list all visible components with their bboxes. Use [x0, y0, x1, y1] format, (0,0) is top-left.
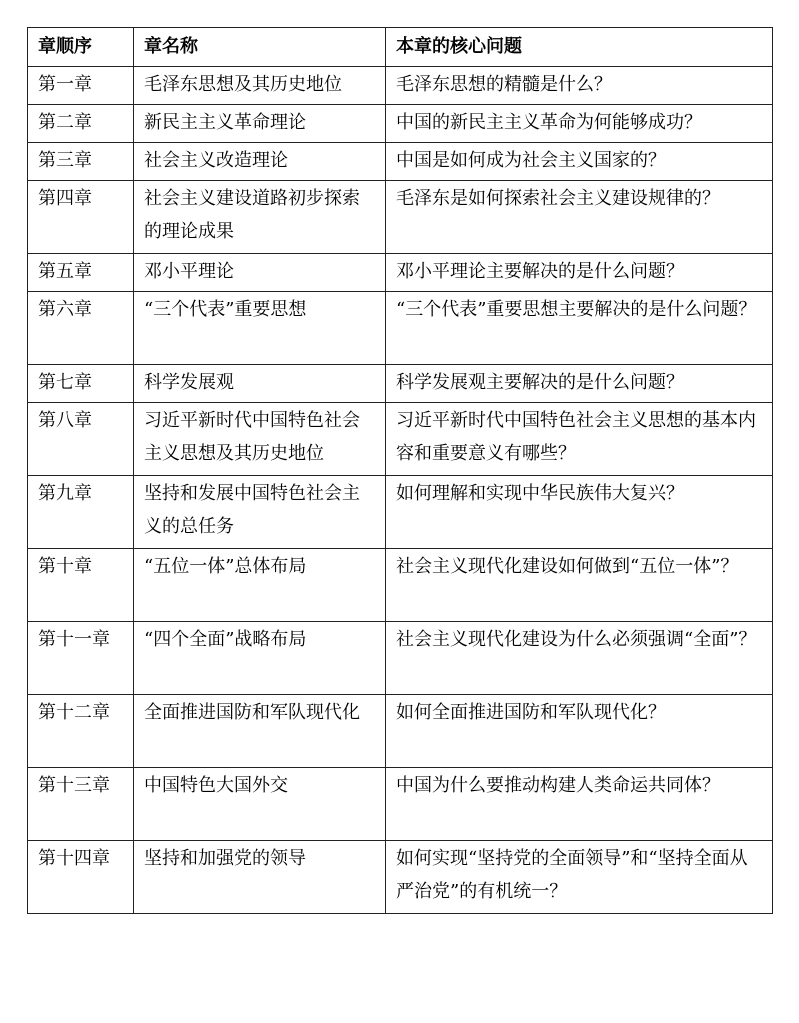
chapter-table: [27, 27, 773, 914]
chapter-name-cell: “四个全面”战略布局: [134, 622, 386, 695]
chapter-name-cell: 社会主义建设道路初步探索的理论成果: [134, 181, 386, 254]
table-row: [28, 476, 773, 549]
table-row: [28, 695, 773, 768]
chapter-order-cell: 第十二章: [28, 695, 134, 768]
core-question-cell: 社会主义现代化建设如何做到“五位一体”？: [386, 549, 773, 622]
chapter-order-cell: 第八章: [28, 403, 134, 476]
chapter-name-cell: 全面推进国防和军队现代化: [134, 695, 386, 768]
chapter-name-cell: 科学发展观: [134, 365, 386, 403]
core-question-cell: 科学发展观主要解决的是什么问题？: [386, 365, 773, 403]
chapter-order-cell: 第三章: [28, 143, 134, 181]
chapter-name-cell: “三个代表”重要思想: [134, 292, 386, 365]
chapter-name-cell: 坚持和发展中国特色社会主义的总任务: [134, 476, 386, 549]
chapter-order-cell: 第五章: [28, 254, 134, 292]
table-header-row: [28, 28, 773, 67]
chapter-name-cell: 社会主义改造理论: [134, 143, 386, 181]
table-row: [28, 841, 773, 914]
chapter-name-cell: 毛泽东思想及其历史地位: [134, 67, 386, 105]
chapter-name-cell: 邓小平理论: [134, 254, 386, 292]
core-question-cell: 如何实现“坚持党的全面领导”和“坚持全面从严治党”的有机统一？: [386, 841, 773, 914]
core-question-cell: 习近平新时代中国特色社会主义思想的基本内容和重要意义有哪些？: [386, 403, 773, 476]
chapter-name-cell: 坚持和加强党的领导: [134, 841, 386, 914]
chapter-order-cell: 第四章: [28, 181, 134, 254]
core-question-cell: 邓小平理论主要解决的是什么问题？: [386, 254, 773, 292]
core-question-cell: 如何理解和实现中华民族伟大复兴？: [386, 476, 773, 549]
chapter-order-cell: 第一章: [28, 67, 134, 105]
core-question-cell: 毛泽东思想的精髓是什么？: [386, 67, 773, 105]
table-row: [28, 768, 773, 841]
chapter-order-cell: 第二章: [28, 105, 134, 143]
header-core-question: 本章的核心问题: [386, 28, 773, 67]
table-row: [28, 181, 773, 254]
table-row: [28, 622, 773, 695]
header-chapter-name: 章名称: [134, 28, 386, 67]
chapter-name-cell: 新民主主义革命理论: [134, 105, 386, 143]
table-row: [28, 67, 773, 105]
chapter-order-cell: 第六章: [28, 292, 134, 365]
chapter-order-cell: 第十四章: [28, 841, 134, 914]
core-question-cell: 如何全面推进国防和军队现代化？: [386, 695, 773, 768]
table-row: [28, 549, 773, 622]
table-row: [28, 254, 773, 292]
header-chapter-order: 章顺序: [28, 28, 134, 67]
table-row: [28, 365, 773, 403]
chapter-order-cell: 第十三章: [28, 768, 134, 841]
core-question-cell: 毛泽东是如何探索社会主义建设规律的？: [386, 181, 773, 254]
table-row: [28, 403, 773, 476]
core-question-cell: 中国的新民主主义革命为何能够成功？: [386, 105, 773, 143]
table-row: [28, 143, 773, 181]
chapter-order-cell: 第九章: [28, 476, 134, 549]
chapter-order-cell: 第七章: [28, 365, 134, 403]
table-row: [28, 292, 773, 365]
chapter-order-cell: 第十一章: [28, 622, 134, 695]
table-row: [28, 105, 773, 143]
core-question-cell: 中国是如何成为社会主义国家的？: [386, 143, 773, 181]
chapter-name-cell: 中国特色大国外交: [134, 768, 386, 841]
core-question-cell: 社会主义现代化建设为什么必须强调“全面”？: [386, 622, 773, 695]
chapter-name-cell: “五位一体”总体布局: [134, 549, 386, 622]
core-question-cell: 中国为什么要推动构建人类命运共同体？: [386, 768, 773, 841]
chapter-order-cell: 第十章: [28, 549, 134, 622]
core-question-cell: “三个代表”重要思想主要解决的是什么问题？: [386, 292, 773, 365]
chapter-name-cell: 习近平新时代中国特色社会主义思想及其历史地位: [134, 403, 386, 476]
